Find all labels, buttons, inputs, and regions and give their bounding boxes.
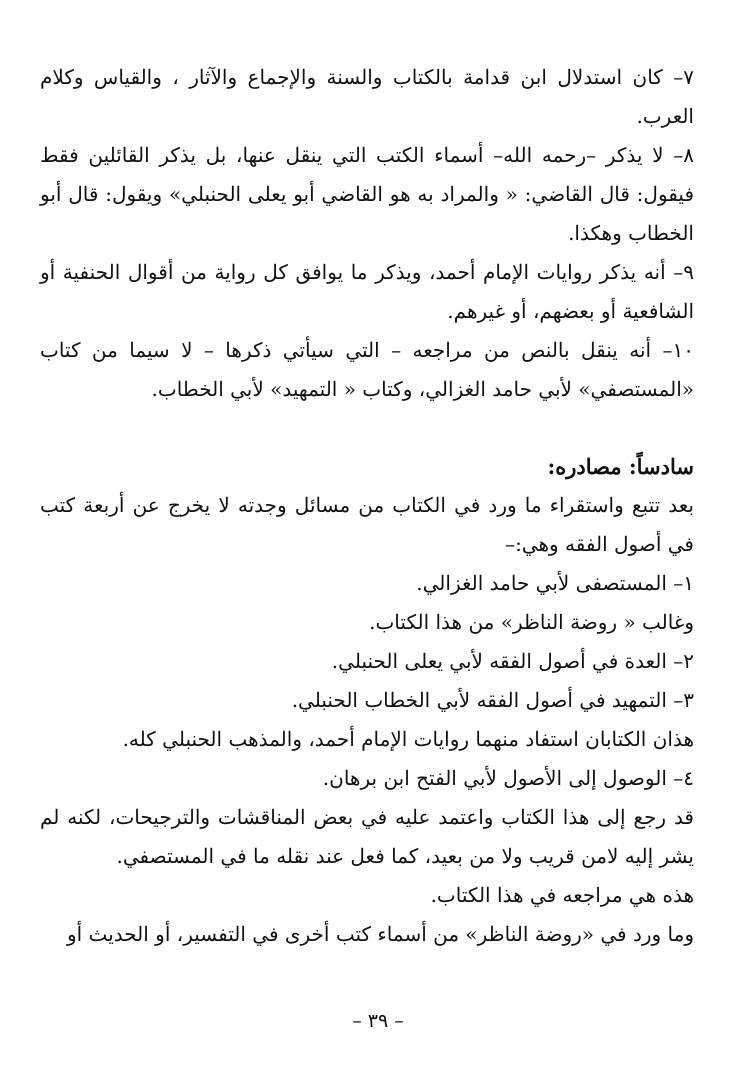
source-3: ٣– التمهيد في أصول الفقه لأبي الخطاب الحنبلي. [291, 688, 694, 712]
source-1-note: وغالب « روضة الناظر» من هذا الكتاب. [369, 610, 694, 634]
source-2: ٢– العدة في أصول الفقه لأبي يعلى الحنبلي. [331, 649, 694, 673]
point-8: ٨– لا يذكر –رحمه الله– أسماء الكتب التي ينقل عنها، بل يذكر القائلين فقط فيقول: قال القاضي: « والمراد به هو القاضي أبو يعلى الحنبلي» ويقول: قال أبو الخطاب وهكذا. [40, 143, 694, 245]
other-references: وما ورد في «روضة الناظر» من أسماء كتب أخرى في التفسير، أو الحديث أو [66, 922, 694, 946]
page-body [40, 58, 694, 954]
source-1: ١– المستصفى لأبي حامد الغزالي. [416, 571, 694, 595]
page-number: – ٣٩ – [352, 1010, 404, 1032]
sources-2-3-note: هذان الكتابان استفاد منهما روايات الإمام أحمد، والمذهب الحنبلي كله. [122, 727, 694, 751]
point-9: ٩– أنه يذكر روايات الإمام أحمد، ويذكر ما يوافق كل رواية من أقوال الحنفية أو الشافعية أو بعضهم، أو غيرهم. [40, 260, 694, 323]
sources-summary: هذه هي مراجعه في هذا الكتاب. [430, 883, 694, 907]
section-heading: سادساً: مصادره: [547, 454, 694, 479]
point-10: ١٠– أنه ينقل بالنص من مراجعه – التي سيأتي ذكرها – لا سيما من كتاب «المستصفي» لأبي حامد الغزالي، وكتاب « التمهيد» لأبي الخطاب. [40, 338, 694, 401]
section-spacer [40, 409, 694, 447]
source-4-note: قد رجع إلى هذا الكتاب واعتمد عليه في بعض المناقشات والترجيحات، لكنه لم يشر إليه لامن قريب ولا من بعيد، كما فعل عند نقله ما في المستصفي. [40, 805, 694, 868]
sources-intro: بعد تتبع واستقراء ما ورد في الكتاب من مسائل وجدته لا يخرج عن أربعة كتب في أصول الفقه وهي:– [40, 493, 694, 556]
source-4: ٤– الوصول إلى الأصول لأبي الفتح ابن برهان. [322, 766, 694, 790]
point-7: ٧– كان استدلال ابن قدامة بالكتاب والسنة والإجماع والآثار ، والقياس وكلام العرب. [40, 65, 695, 128]
